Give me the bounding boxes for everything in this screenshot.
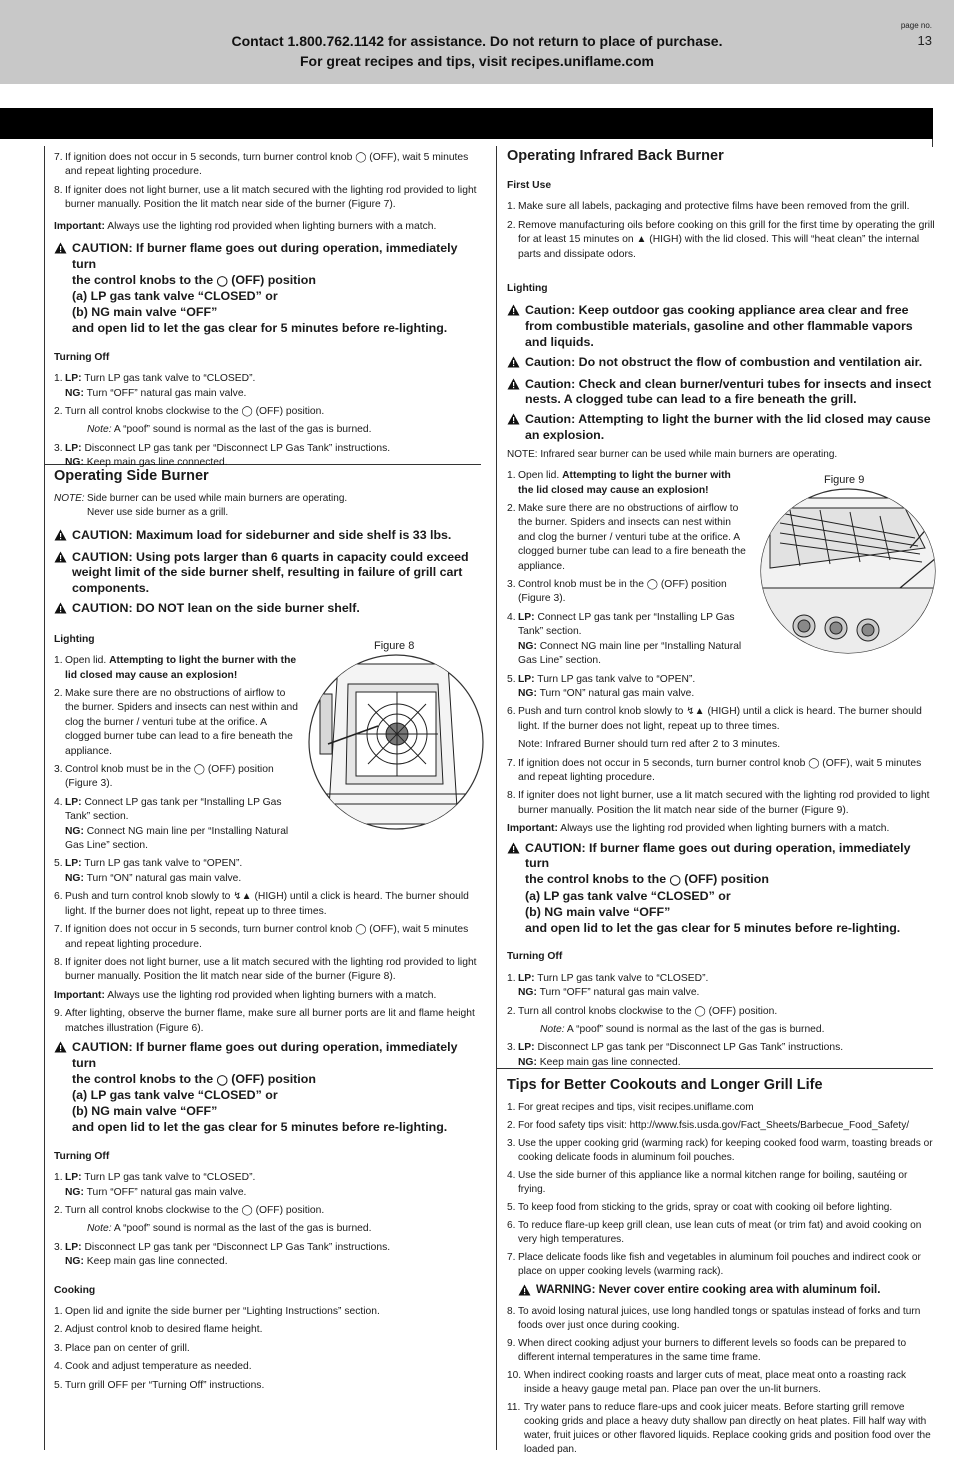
- list-item: 3. Control knob must be in the ◯ (OFF) position (Figure 3).: [507, 579, 727, 605]
- important-note: Important: Always use the lighting rod provided when lighting burners with a match.: [54, 989, 437, 1001]
- list-item: 9. When direct cooking adjust your burners to different levels so foods can be prepared to different internal temperatures in the same time frame.: [507, 1337, 907, 1363]
- ignite-icon: ↯▲: [686, 706, 705, 718]
- list-item: 6. To reduce flare-up keep grill clean, use lean cuts of meat (or trim fat) and avoid cooking on very high temperatures.: [507, 1220, 922, 1245]
- flame-off-icon: ◯: [216, 275, 228, 287]
- list-item: 3. LP: Disconnect LP gas tank per “Disconnect LP Gas Tank” instructions. NG: Keep main gas line connected.: [54, 442, 391, 469]
- figure-8-side-burner-illustration: [308, 654, 484, 830]
- flame-off-icon: ◯: [808, 757, 820, 769]
- list-item: 8. If igniter does not light burner, use a lit match secured with the lighting rod provided to light burner manually. Position the lit match near side of the burner (Figure 9).: [507, 790, 930, 816]
- list-item: 1. Open lid. Attempting to light the burner with the lid closed may cause an explosion!: [54, 655, 297, 681]
- caution-block: Caution: Do not obstruct the flow of combustion and ventilation air.: [507, 355, 935, 373]
- list-item: 1. LP: Turn LP gas tank valve to “CLOSED”. NG: Turn “OFF” natural gas main valve.: [507, 972, 709, 999]
- lighting-steps-narrow: [507, 469, 747, 701]
- list-item: 11. Try water pans to reduce flare-ups and cook juicer meats. Before starting grill remove cooking grids and place a heavy duty shallow pan directly on heat plates. Fill half way with water, fruit juices or other flavored liquids. Replace cooking grids and position food over the loaded pan.: [507, 1401, 931, 1455]
- list-item: 2. Make sure there are no obstructions of airflow to the burner. Spiders and insects can nest within and clog the burner / venturi tube at the orifice. A clogged burner tube can lead to a fire beneath the appliance.: [54, 688, 298, 757]
- page-header: [0, 0, 954, 84]
- note-text: Note: A “poof” sound is normal as the last of the gas is burned.: [87, 424, 372, 436]
- list-item: 3. Use the upper cooking grid (warming rack) for keeping cooked food warm, toasting breads or cooking delicate foods in aluminum foil pouches.: [507, 1138, 933, 1163]
- warning-icon: [507, 412, 525, 444]
- list-item: 3. LP: Disconnect LP gas tank per “Disconnect LP Gas Tank” instructions. NG: Keep main gas line connected.: [507, 1042, 844, 1068]
- caution-block: CAUTION: If burner flame goes out during operation, immediately turn the control knobs to the ◯ (OFF) position (a) LP gas tank valve “CLOSED” or (b) NG main valve “OFF” and open lid to let the gas clear for 5 minutes before re-lighting.: [54, 1040, 482, 1136]
- list-item: 4. Use the side burner of this appliance like a normal kitchen range for boiling, sautéing or frying.: [507, 1170, 908, 1195]
- flame-off-icon: ◯: [669, 875, 681, 887]
- warning-block: WARNING: Never cover entire cooking area with aluminum foil.: [507, 1283, 935, 1301]
- recipes-line: For great recipes and tips, visit recipes.uniflame.com: [299, 53, 654, 69]
- caution-block: CAUTION: Maximum load for sideburner and side shelf is 33 lbs.: [54, 528, 482, 546]
- note-text: Note: A “poof” sound is normal as the last of the gas is burned.: [87, 1223, 372, 1235]
- flame-off-icon: ◯: [241, 1204, 253, 1216]
- list-item: 6. Push and turn control knob slowly to ↯▲ (HIGH) until a click is heard. The burner should light. If the burner does not light, repeat up to three times.: [54, 891, 469, 917]
- warning-icon: [54, 241, 72, 337]
- list-item: 1. LP: Turn LP gas tank valve to “CLOSED”. NG: Turn “OFF” natural gas main valve.: [54, 1172, 256, 1198]
- lighting-heading: Lighting: [54, 633, 95, 645]
- list-item: 2. For food safety tips visit: http://www.fsis.usda.gov/Fact_Sheets/Barbecue_Food_Safety/: [507, 1120, 910, 1131]
- important-note: Important: Always use the lighting rod provided when lighting burners with a match.: [507, 823, 890, 835]
- tips-section: [507, 1076, 935, 1457]
- list-item: 3. Place pan on center of grill.: [54, 1342, 190, 1354]
- list-item: 8. To avoid losing natural juices, use long handled tongs or spatulas instead of forks and turn foods over just once during cooking.: [507, 1305, 921, 1331]
- flame-off-icon: ◯: [216, 1074, 228, 1086]
- important-note: Important: Always use the lighting rod provided when lighting burners with a match.: [54, 220, 437, 232]
- warning-icon: [54, 528, 72, 546]
- note-text: Note: A “poof” sound is normal as the last of the gas is burned.: [540, 1023, 825, 1035]
- list-item: 8. If igniter does not light burner, use a lit match secured with the lighting rod provided to light burner manually. Position the lit match near side of the burner (Figure 8).: [54, 956, 477, 983]
- infrared-note: Note: Infrared Burner should turn red after 2 to 3 minutes.: [518, 739, 781, 751]
- flame-high-icon: ▲: [636, 234, 647, 246]
- list-item: 7. If ignition does not occur in 5 seconds, turn burner control knob ◯ (OFF), wait 5 minutes and repeat lighting procedure.: [507, 757, 922, 783]
- list-item: 1. LP: Turn LP gas tank valve to “CLOSED”. NG: Turn “OFF” natural gas main valve.: [54, 373, 256, 399]
- list-item: 3. Control knob must be in the ◯ (OFF) position (Figure 3).: [54, 764, 274, 790]
- list-item: 4. Cook and adjust temperature as needed.: [54, 1361, 252, 1373]
- flame-off-icon: ◯: [193, 764, 205, 776]
- list-item: 1. For great recipes and tips, visit recipes.uniflame.com: [507, 1102, 754, 1113]
- list-item: 8. If igniter does not light burner, use a lit match secured with the lighting rod provided to light burner manually. Position the lit match near side of the burner (Figure 7).: [54, 184, 477, 211]
- flame-off-icon: ◯: [241, 406, 253, 418]
- turning-off-heading: Turning Off: [54, 1150, 110, 1162]
- caution-block: CAUTION: If burner flame goes out during operation, immediately turn the control knobs to the ◯ (OFF) position (a) LP gas tank valve “CLOSED” or (b) NG main valve “OFF” and open lid to let the gas clear for 5 minutes before re-lighting.: [54, 241, 482, 337]
- center-rule: [496, 146, 497, 1450]
- section-title: Operating Side Burner: [54, 468, 209, 484]
- list-item: 2. Turn all control knobs clockwise to the ◯ (OFF) position.: [54, 406, 325, 418]
- list-item: 7. If ignition does not occur in 5 seconds, turn burner control knob ◯ (OFF), wait 5 minutes and repeat lighting procedure.: [54, 924, 469, 950]
- caution-block: Caution: Check and clean burner/venturi tubes for insects and insect nests. A clogged tube can lead to a fire beneath the grill.: [507, 377, 935, 409]
- figure-8-label: Figure 8: [374, 640, 415, 652]
- list-item: 3. LP: Disconnect LP gas tank per “Disconnect LP Gas Tank” instructions. NG: Keep main gas line connected.: [54, 1241, 391, 1268]
- list-item: 2. Make sure there are no obstructions of airflow to the burner. Spiders and insects can nest within and clog the burner / venturi tube at the orifice. A clogged burner tube can lead to a fire beneath the appliance.: [507, 503, 746, 572]
- lighting-heading: Lighting: [507, 283, 548, 295]
- list-item: 5. Turn grill OFF per “Turning Off” instructions.: [54, 1379, 265, 1391]
- list-item: 2. Remove manufacturing oils before cooking on this grill for the first time by operating the grill for at least 15 minutes on ▲ (HIGH) with the lid closed. This will “heat clean” the internal parts and dissipate odors.: [507, 219, 935, 260]
- warning-icon: [518, 1283, 536, 1301]
- section-title: Tips for Better Cookouts and Longer Grill Life: [507, 1077, 823, 1093]
- side-burner-section: [54, 467, 482, 1393]
- warning-icon: [54, 550, 72, 597]
- contact-line: Contact 1.800.762.1142 for assistance. Do not return to place of purchase.: [231, 33, 723, 49]
- list-item: 10. When indirect cooking roasts and larger cuts of meat, place meat onto a roasting rack inside a heavy gauge metal pan. Place pan over the un-lit burners.: [507, 1369, 907, 1395]
- turning-off-heading: Turning Off: [54, 351, 110, 363]
- list-item: 1. Make sure all labels, packaging and protective films have been removed from the grill.: [507, 201, 910, 213]
- figure-9-grill-illustration: [760, 488, 936, 654]
- warning-icon: [54, 1040, 72, 1136]
- list-item: 2. Adjust control knob to desired flame height.: [54, 1324, 263, 1336]
- list-item: 2. Turn all control knobs clockwise to the ◯ (OFF) position.: [54, 1204, 325, 1216]
- left-column: [54, 151, 482, 471]
- flame-off-icon: ◯: [355, 924, 367, 936]
- flame-off-icon: ◯: [355, 152, 367, 163]
- side-burner-note: NOTE: Side burner can be used while main burners are operating. Never use side burner as a grill.: [54, 493, 348, 519]
- warning-icon: [507, 377, 525, 409]
- flame-off-icon: ◯: [694, 1005, 706, 1017]
- left-rule: [44, 146, 45, 1450]
- right-tick: [932, 139, 933, 147]
- list-item: 2. Turn all control knobs clockwise to the ◯ (OFF) position.: [507, 1005, 778, 1017]
- list-item: 4. LP: Connect LP gas tank per “Installing LP Gas Tank” section. NG: Connect NG main line per “Installing Natural Gas Line” section.: [54, 796, 289, 852]
- cooking-heading: Cooking: [54, 1284, 96, 1296]
- list-item: 5. LP: Turn LP gas tank valve to “OPEN”. NG: Turn “ON” natural gas main valve.: [54, 858, 243, 884]
- list-item: 7. Place delicate foods like fish and vegetables in aluminum foil pouches and indirect cook or place on upper cooking levels (warming rack).: [507, 1252, 921, 1277]
- figure-9-label: Figure 9: [824, 474, 865, 486]
- caution-block: CAUTION: Using pots larger than 6 quarts in capacity could exceed weight limit of the side burner shelf, resulting in failure of grill cart components.: [54, 550, 482, 597]
- page-number-label: page no.: [900, 21, 932, 30]
- list-item: 5. To keep food from sticking to the grids, spray or coat with cooking oil before lighting.: [507, 1202, 893, 1213]
- sear-burner-note: NOTE: Infrared sear burner can be used while main burners are operating.: [507, 448, 838, 460]
- warning-icon: [507, 355, 525, 373]
- warning-icon: [507, 303, 525, 350]
- caution-block: Caution: Keep outdoor gas cooking appliance area clear and free from combustible materials, gasoline and other flammable vapors and liquids.: [507, 303, 935, 350]
- warning-icon: [507, 841, 525, 937]
- list-item: 5. LP: Turn LP gas tank valve to “OPEN”. NG: Turn “ON” natural gas main valve.: [507, 673, 696, 699]
- section-title: Operating Infrared Back Burner: [507, 148, 724, 164]
- first-use-heading: First Use: [507, 180, 552, 191]
- list-item: 1. Open lid. Attempting to light the burner with the lid closed may cause an explosion!: [507, 470, 731, 496]
- list-item: 1. Open lid and ignite the side burner per “Lighting Instructions” section.: [54, 1305, 380, 1317]
- black-band: [0, 108, 933, 139]
- page-number: 13: [917, 33, 932, 48]
- list-item: 7. If ignition does not occur in 5 seconds, turn burner control knob ◯ (OFF), wait 5 minutes and repeat lighting procedure.: [54, 152, 469, 178]
- lighting-steps-narrow: [54, 654, 302, 853]
- list-item: 6. Push and turn control knob slowly to ↯▲ (HIGH) until a click is heard. The burner should light. If the burner does not light, repeat up to three times.: [507, 706, 922, 732]
- caution-block: CAUTION: DO NOT lean on the side burner shelf.: [54, 601, 482, 619]
- caution-block: Caution: Attempting to light the burner with the lid closed may cause an explosion.: [507, 412, 935, 444]
- ignite-icon: ↯▲: [233, 891, 252, 903]
- flame-off-icon: ◯: [646, 579, 658, 591]
- caution-block: CAUTION: If burner flame goes out during operation, immediately turn the control knobs to the ◯ (OFF) position (a) LP gas tank valve “CLOSED” or (b) NG main valve “OFF” and open lid to let the gas clear for 5 minutes before re-lighting.: [507, 841, 935, 937]
- list-item: 4. LP: Connect LP gas tank per “Installing LP Gas Tank” section. NG: Connect NG main line per “Installing Natural Gas Line” section.: [507, 611, 742, 667]
- list-item: 9. After lighting, observe the burner flame, make sure all burner ports are lit and flame height matches illustration (Figure 6).: [54, 1008, 475, 1034]
- warning-icon: [54, 601, 72, 619]
- turning-off-heading: Turning Off: [507, 951, 563, 963]
